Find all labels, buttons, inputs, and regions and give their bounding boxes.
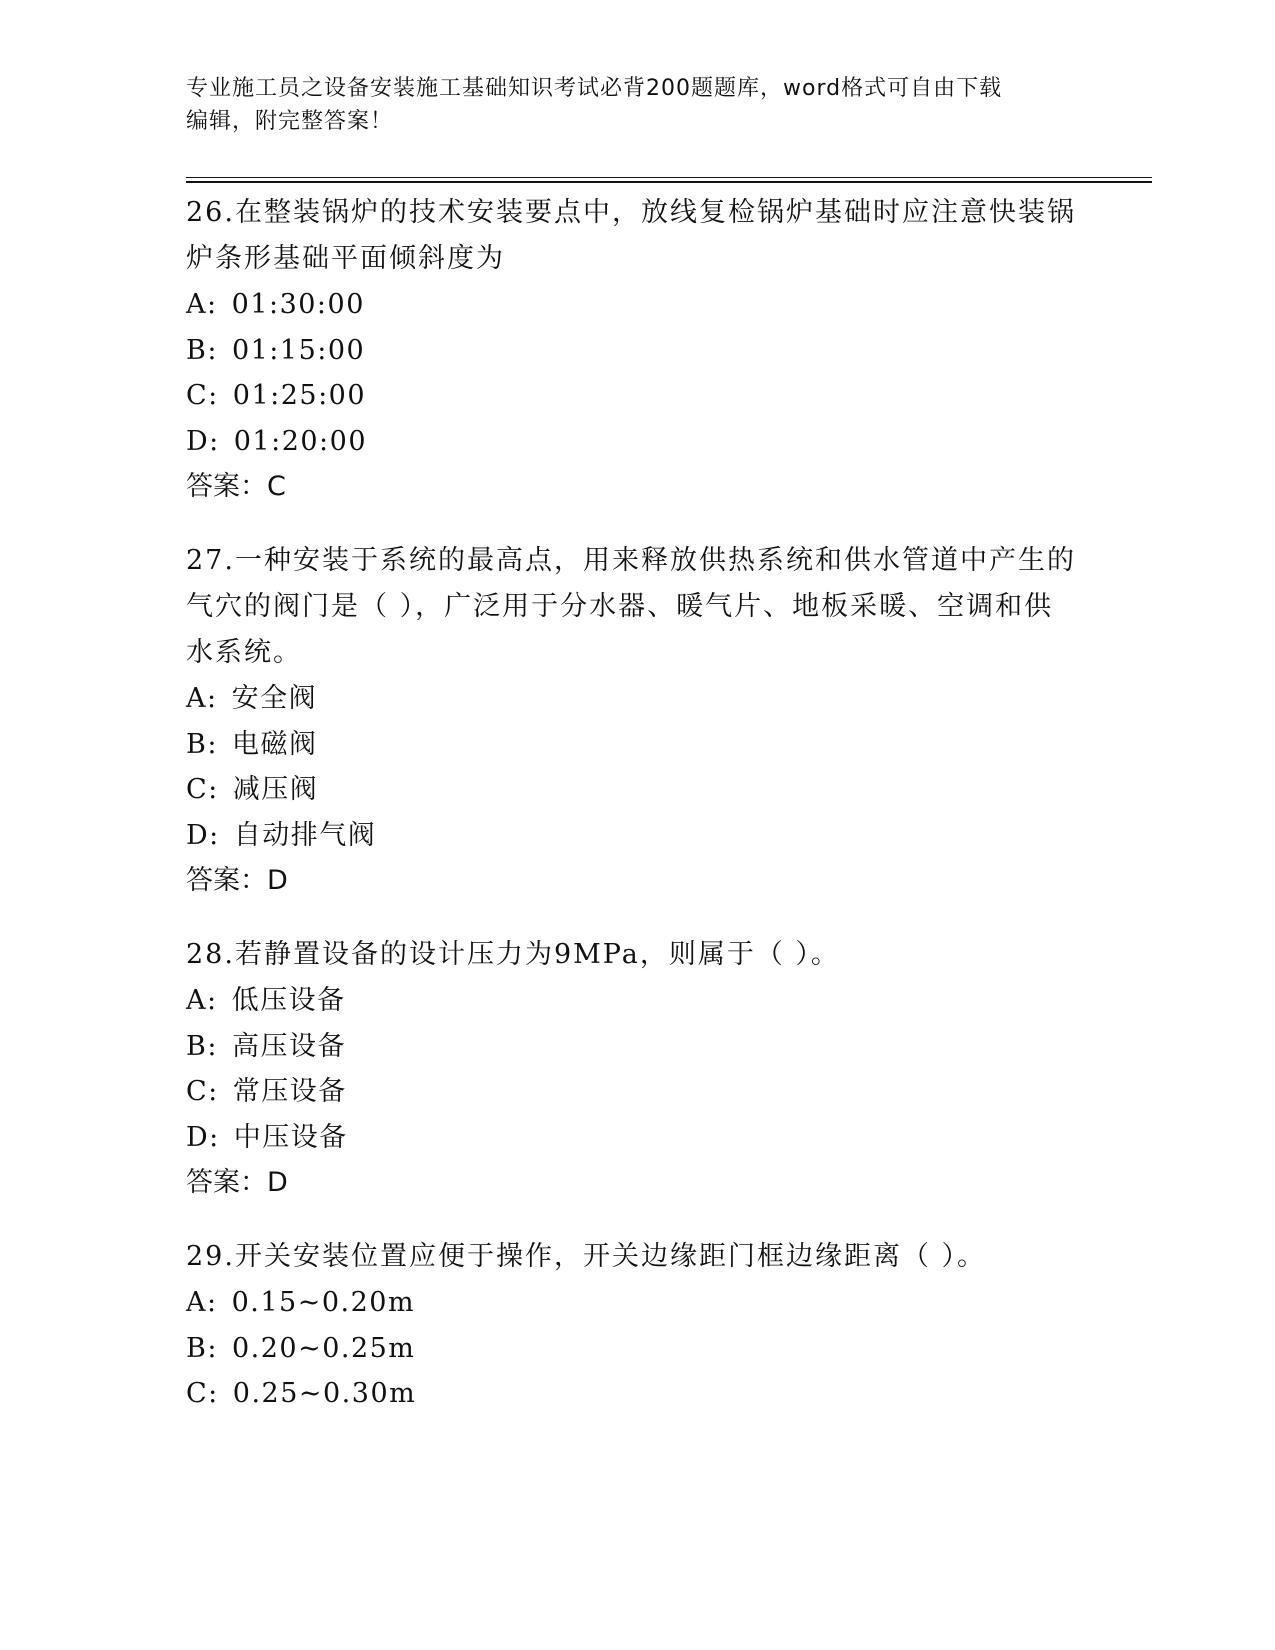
option-key: B:: [186, 1332, 218, 1364]
header-divider-thin: [186, 177, 1152, 178]
option-text: 低压设备: [231, 985, 346, 1016]
option-text: 01:30:00: [231, 289, 365, 320]
option-b: [186, 722, 1086, 768]
option-key: B:: [186, 728, 218, 760]
option-key: A:: [186, 1287, 218, 1318]
option-d: [186, 813, 1086, 859]
option-d: [186, 1115, 1086, 1161]
document-header: [186, 72, 1086, 138]
option-key: A:: [186, 985, 218, 1016]
stem-line: 27.一种安装于系统的最高点，用来释放供热系统和供水管道中产生的: [186, 545, 1076, 576]
option-text: 常压设备: [232, 1076, 347, 1107]
stem-line: 28.若静置设备的设计压力为9MPa，则属于（ ）。: [186, 939, 840, 970]
header-divider-thick: [186, 181, 1152, 183]
stem-line: 水系统。: [186, 637, 302, 668]
option-a: [186, 1280, 1086, 1326]
option-b: [186, 1326, 1086, 1372]
answer-line: 答案：D: [186, 1167, 288, 1198]
stem-line: 炉条形基础平面倾斜度为: [186, 243, 505, 274]
option-key: A:: [186, 683, 218, 714]
option-text: 0.15~0.20m: [231, 1287, 416, 1318]
question-list: [186, 190, 1086, 1445]
option-text: 01:15:00: [231, 334, 366, 366]
option-text: 电磁阀: [231, 728, 318, 760]
option-a: [186, 282, 1086, 328]
option-text: 0.20~0.25m: [231, 1332, 416, 1364]
option-key: B:: [186, 334, 218, 366]
option-key: D:: [186, 819, 220, 851]
option-key: C:: [186, 380, 219, 411]
option-key: D:: [186, 1121, 220, 1153]
option-text: 中压设备: [233, 1121, 348, 1153]
question-29: [186, 1234, 1086, 1417]
stem-line: 29.开关安装位置应便于操作，开关边缘距门框边缘距离（ ）。: [186, 1241, 987, 1272]
option-text: 减压阀: [232, 774, 319, 805]
option-key: C:: [186, 1076, 219, 1107]
stem-line: 26.在整装锅炉的技术安装要点中，放线复检锅炉基础时应注意快装锅: [186, 197, 1076, 228]
option-key: B:: [186, 1030, 218, 1062]
stem-line: 气穴的阀门是（ ），广泛用于分水器、暖气片、地板采暖、空调和供: [186, 591, 1054, 622]
question-stem: [186, 190, 1086, 282]
option-c: [186, 1371, 1086, 1417]
option-text: 01:20:00: [233, 425, 368, 457]
question-26: [186, 190, 1086, 510]
option-key: A:: [186, 289, 218, 320]
option-text: 01:25:00: [232, 380, 367, 411]
option-key: C:: [186, 1378, 219, 1409]
header-line-1: 专业施工员之设备安装施工基础知识考试必背200题题库，word格式可自由下载: [186, 76, 1003, 101]
option-key: D:: [186, 425, 220, 457]
question-27: [186, 538, 1086, 904]
option-a: [186, 978, 1086, 1024]
question-stem: [186, 1234, 1086, 1280]
option-a: [186, 676, 1086, 722]
header-line-2: 编辑，附完整答案！: [186, 109, 394, 134]
option-text: 0.25~0.30m: [232, 1378, 417, 1409]
option-b: [186, 328, 1086, 374]
option-text: 安全阀: [231, 683, 318, 714]
option-b: [186, 1024, 1086, 1070]
option-text: 高压设备: [231, 1030, 346, 1062]
answer-line: 答案：C: [186, 471, 286, 502]
option-d: [186, 419, 1086, 465]
answer-line: 答案：D: [186, 865, 288, 896]
question-stem: [186, 538, 1086, 676]
option-text: 自动排气阀: [233, 819, 377, 851]
option-key: C:: [186, 774, 219, 805]
option-c: [186, 767, 1086, 813]
option-c: [186, 1069, 1086, 1115]
option-c: [186, 373, 1086, 419]
question-28: [186, 932, 1086, 1206]
question-stem: [186, 932, 1086, 978]
